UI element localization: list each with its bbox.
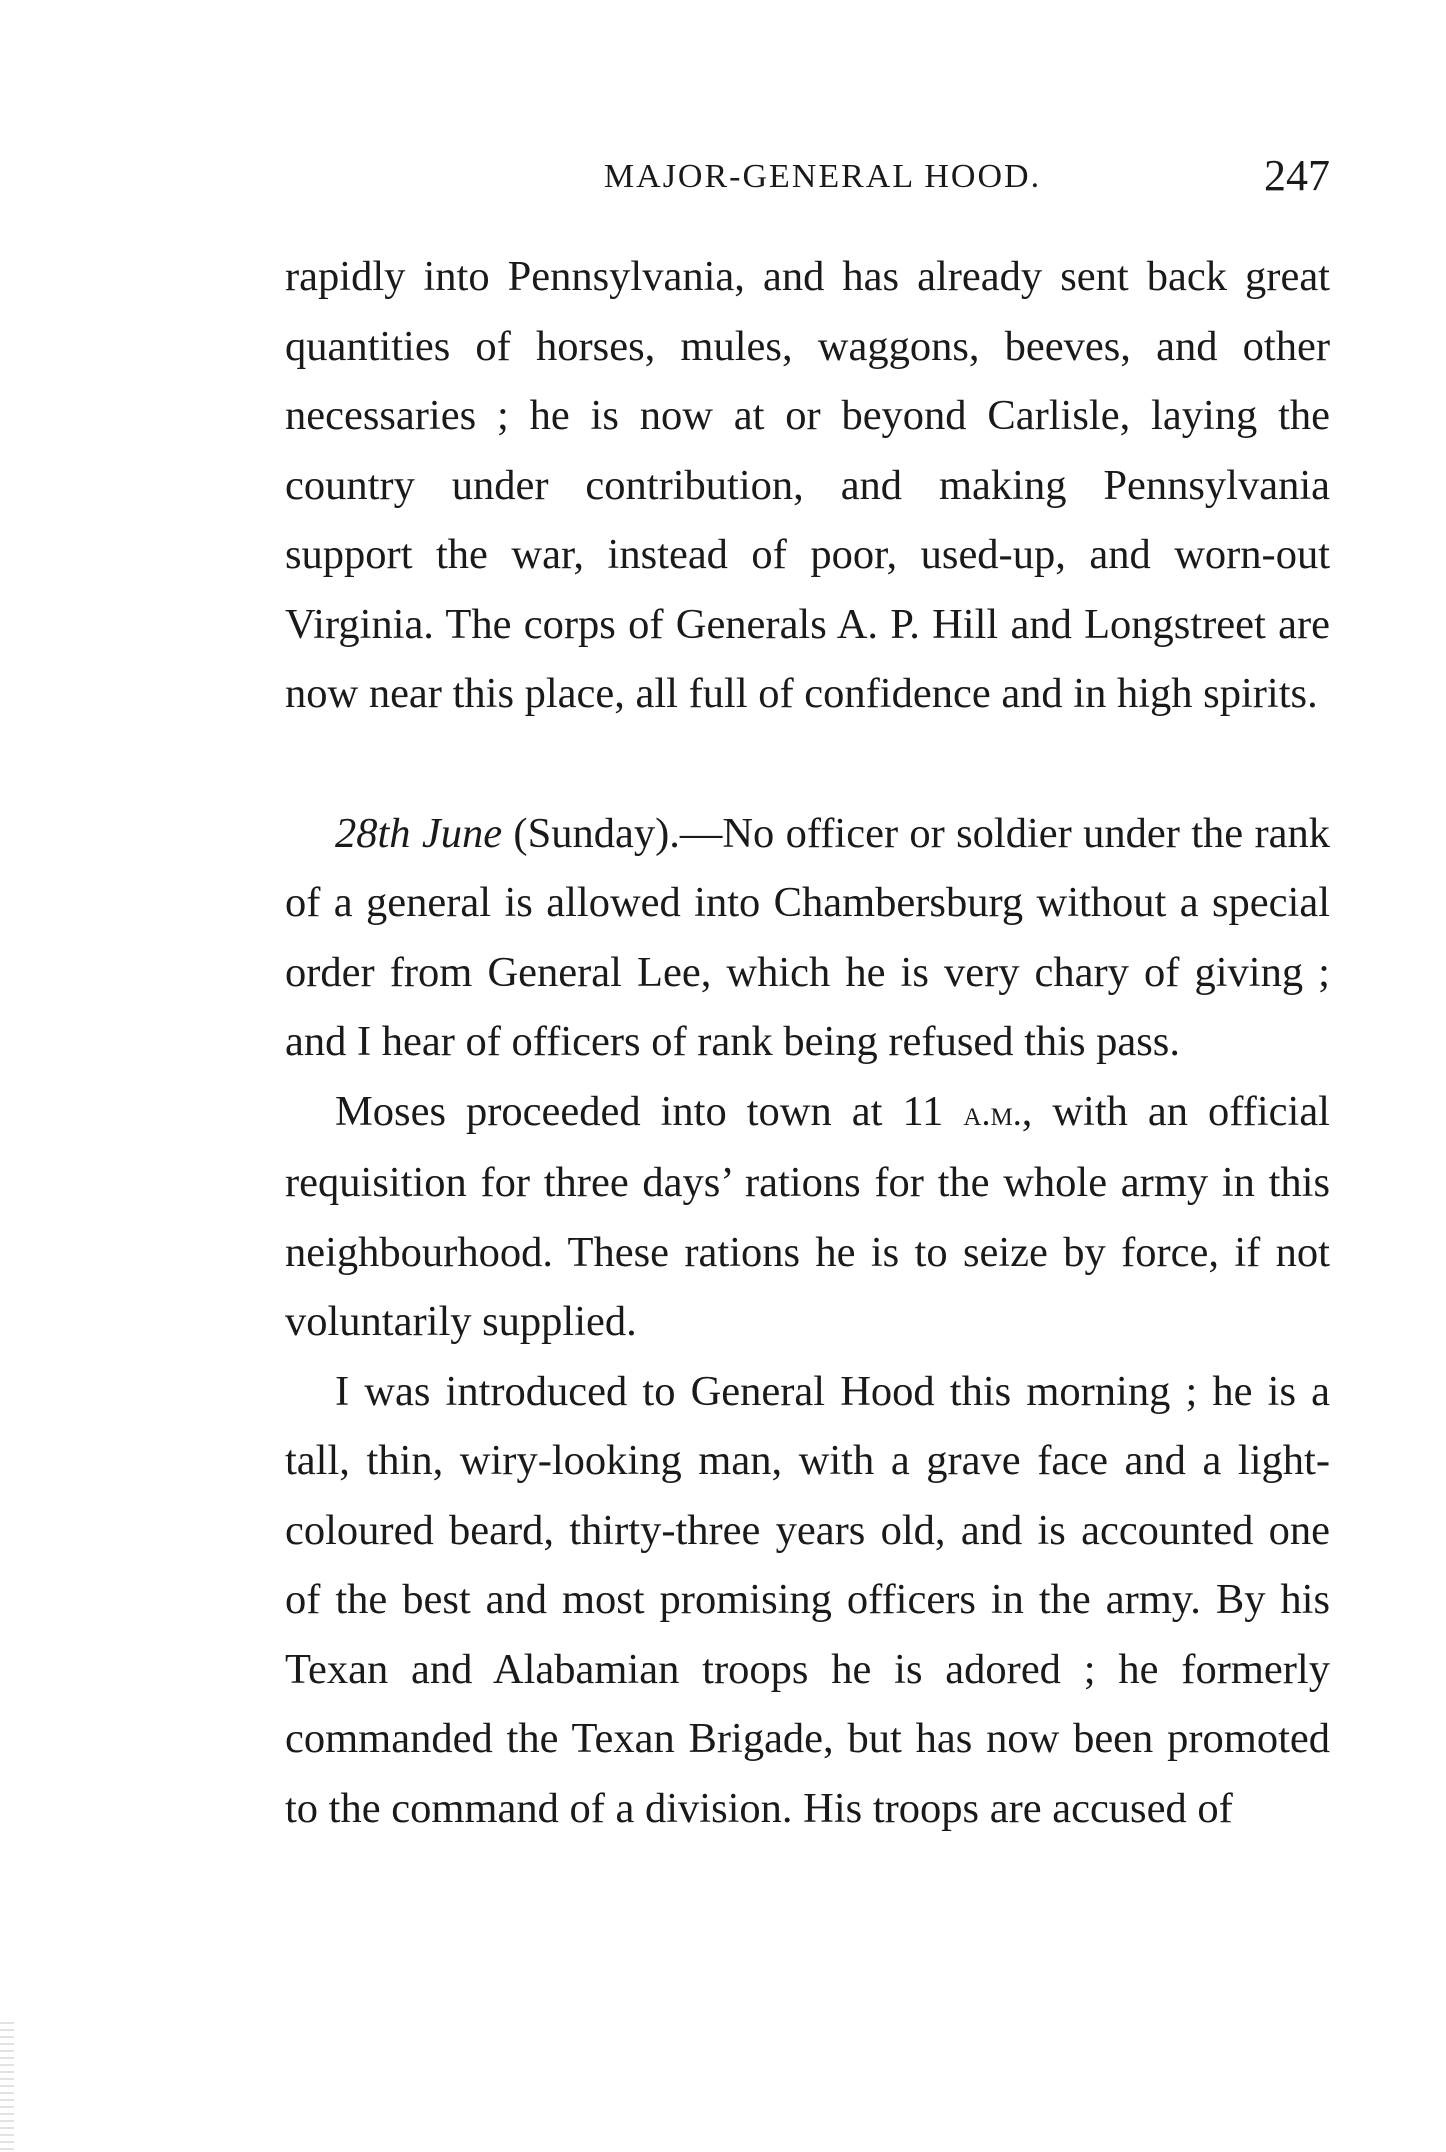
running-title: MAJOR-GENERAL HOOD.	[603, 158, 1042, 195]
paragraph-moses	[285, 1077, 1330, 1357]
time-marker: a.m.	[963, 1092, 1022, 1133]
page-number: 247	[1264, 151, 1330, 200]
diary-date: 28th June	[335, 809, 503, 857]
scan-edge-artifact	[0, 2022, 14, 2152]
running-head	[285, 150, 1330, 210]
paragraph-continued: rapidly into Pennsylvania, and has already sent back great quantities of horses, mules, waggons, beeves, and other necessaries ; he is now at or beyond Carlisle, laying the country under contribution, and making Pennsylvania support the war, instead of poor, used-up, and worn-out Virginia. The corps of Generals A. P. Hill and Longstreet are now near this place, all full of confidence and in high spirits.	[285, 253, 1330, 717]
paragraph-moses-start: Moses proceeded into town at 11	[335, 1087, 964, 1135]
body-text	[285, 242, 1330, 1843]
diary-entry-text: (Sunday).—No officer or soldier under the rank of a general is allowed into Chambersburg without a special order from General Lee, which he is very chary of giving ; and I hear of officers of rank being refused this pass.	[285, 809, 1330, 1065]
paragraph-moses-end: , with an official requisition for three days’ rations for the whole army in this neighbourhood. These rations he is to seize by force, if not voluntarily supplied.	[285, 1087, 1330, 1345]
paragraph-hood: I was introduced to General Hood this morning ; he is a tall, thin, wiry-looking man, with a grave face and a light-coloured beard, thirty-three years old, and is accounted one of the best and most promising officers in the army. By his Texan and Alabamian troops he is adored ; he formerly commanded the Texan Brigade, but has now been promoted to the command of a division. His troops are accused of	[285, 1367, 1330, 1832]
paragraph-diary-entry	[285, 799, 1330, 1077]
section-gap	[285, 729, 1330, 799]
